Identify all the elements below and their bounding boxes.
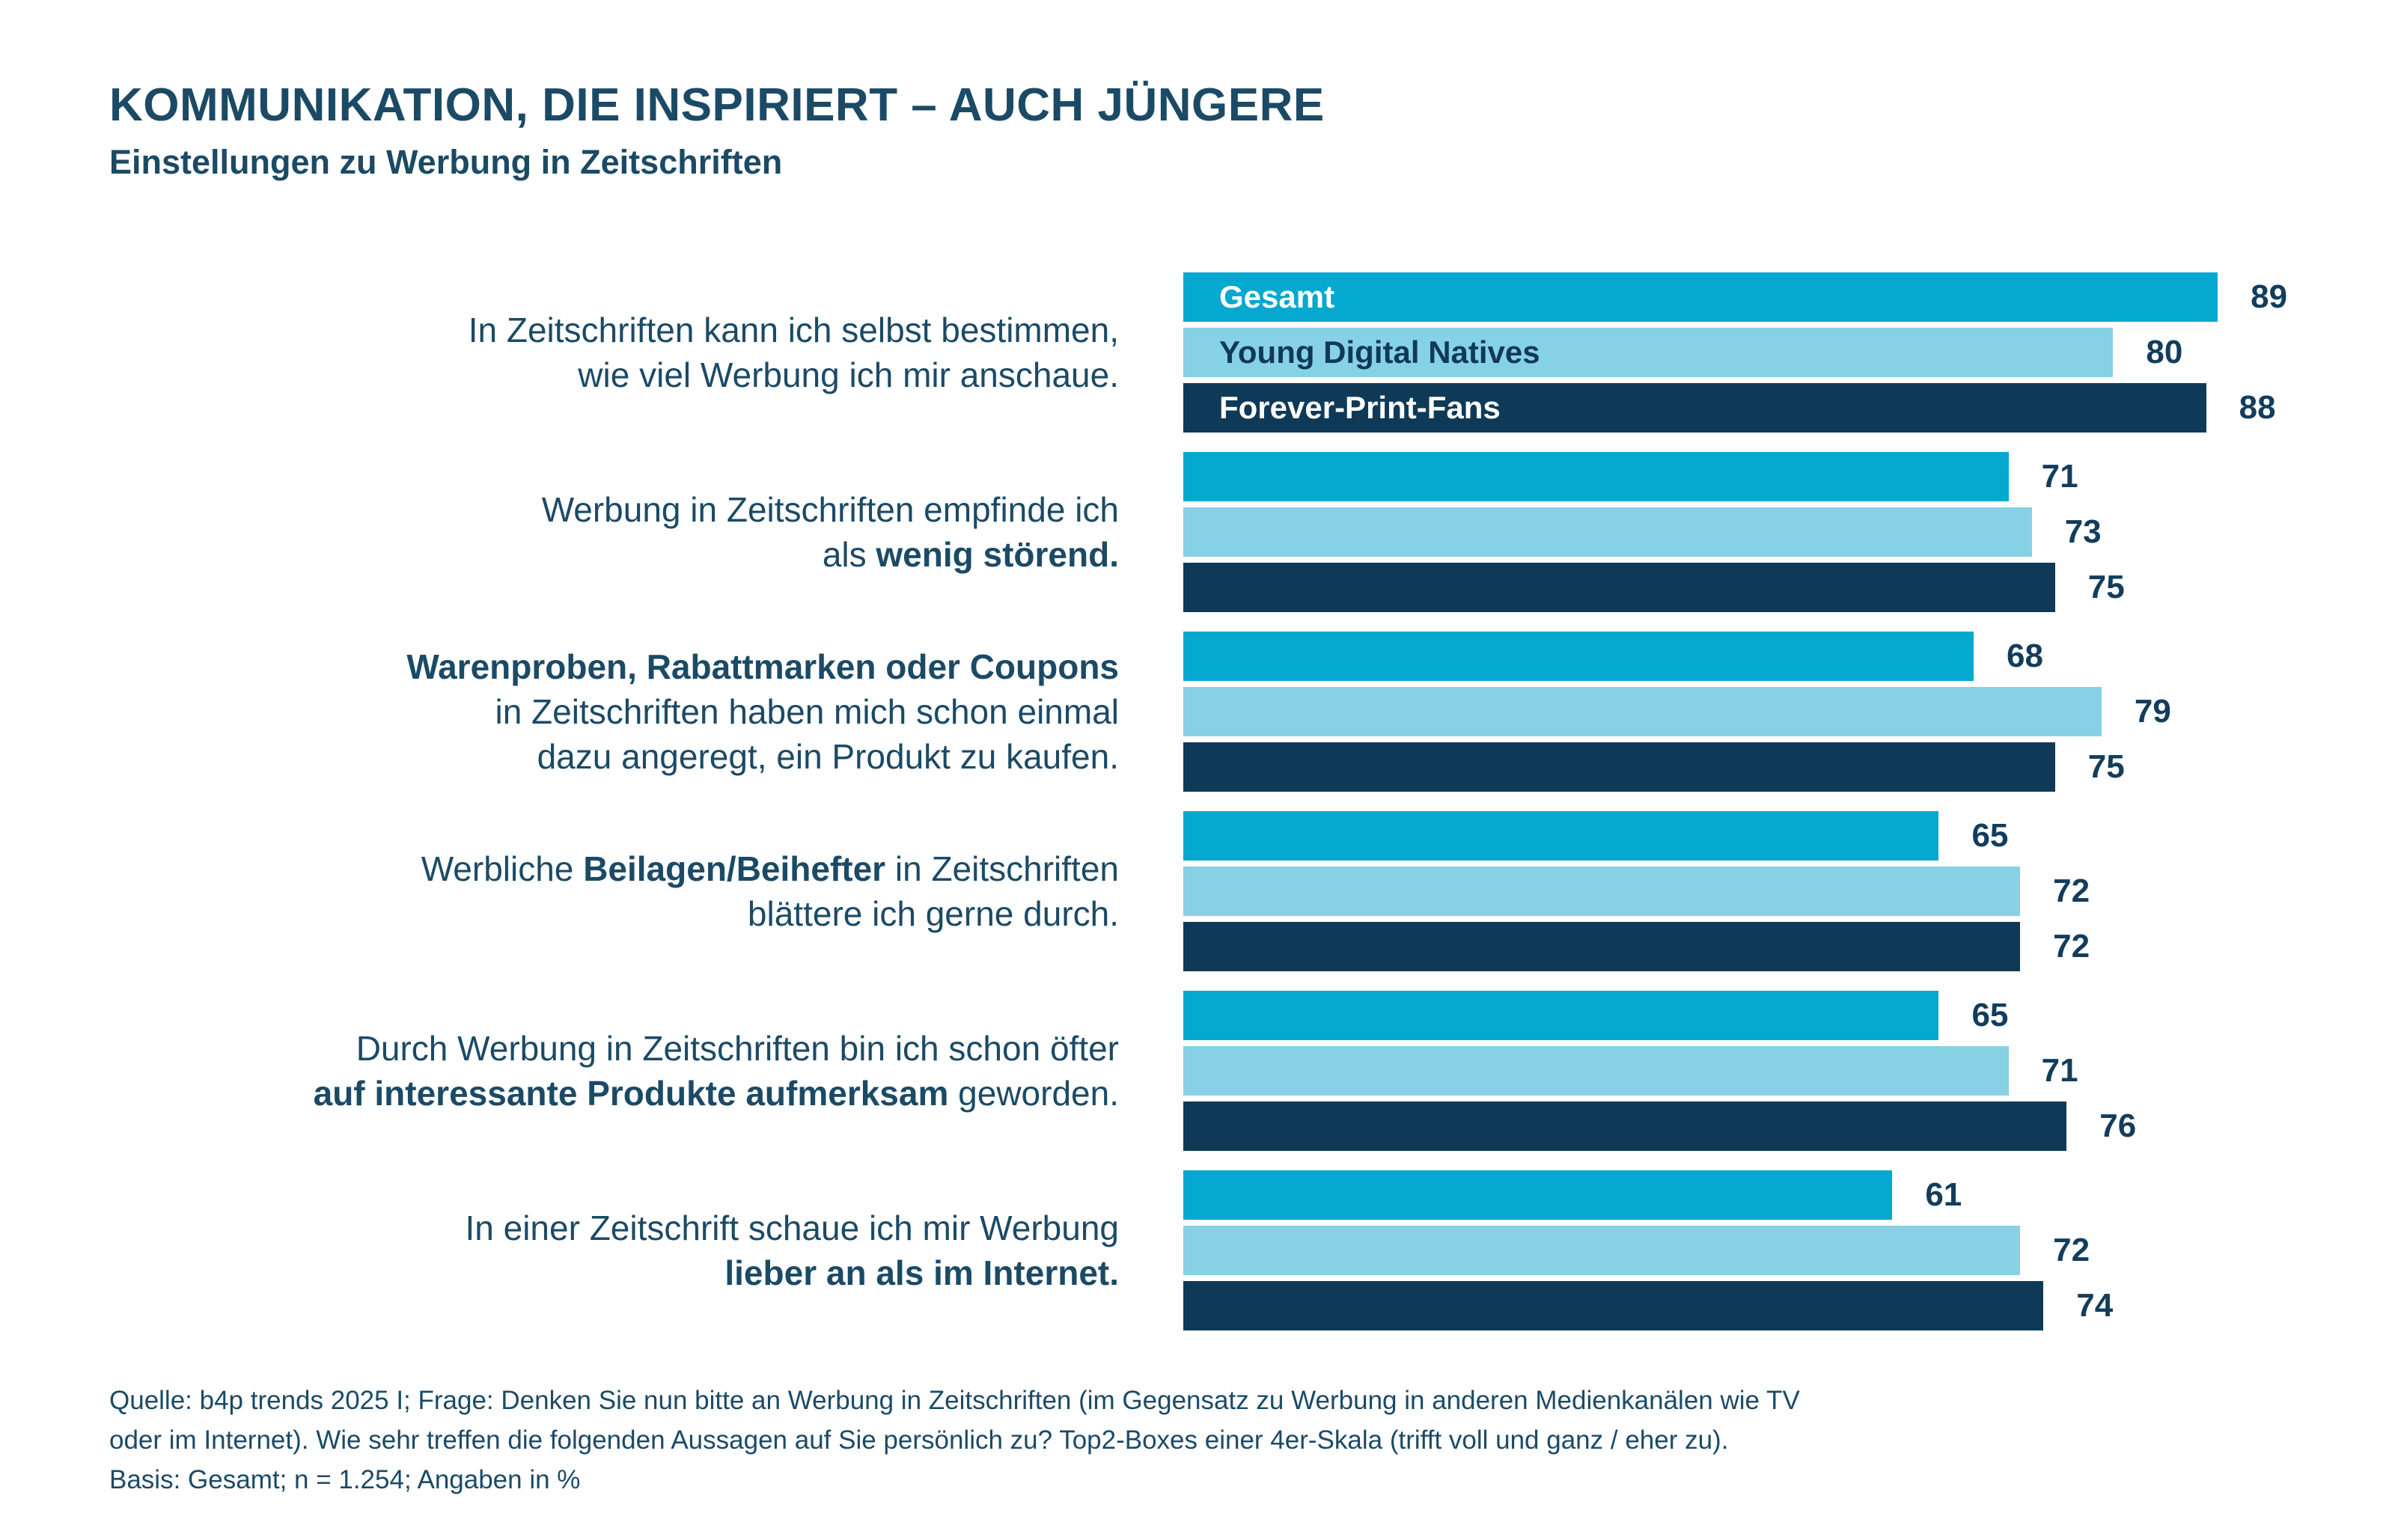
value-label: 71 [2041,458,2078,495]
bar-row [1183,1226,2395,1275]
chart-group [0,1170,2395,1330]
bar-young-digital-natives [1183,867,2020,916]
series-legend-label: Young Digital Natives [1219,334,1540,370]
series-legend-label: Gesamt [1219,279,1335,314]
value-label: 80 [2146,334,2183,370]
value-label: 61 [1925,1176,1962,1213]
value-label: 72 [2053,1232,2090,1268]
bar-forever-print-fans [1183,383,2206,433]
bar-group [1183,452,2395,612]
chart-group [0,452,2395,612]
bar-forever-print-fans [1183,742,2055,792]
bar-forever-print-fans [1183,1101,2066,1151]
header [109,81,1325,182]
bar-row [1183,563,2395,612]
bar-row [1183,1101,2395,1151]
value-label: 88 [2239,389,2276,426]
bar-row [1183,922,2395,971]
bar-row [1183,991,2395,1040]
value-label: 89 [2251,278,2288,315]
statement-line: lieber an als im Internet. [724,1253,1119,1292]
statement-line: auf interessante Produkte aufmerksam geworden. [313,1074,1119,1113]
value-label: 71 [2041,1052,2078,1089]
bar-row [1183,272,2395,322]
statement-line: wie viel Werbung ich mir anschaue. [578,355,1119,394]
statement-line: In Zeitschriften kann ich selbst bestimmen, [468,311,1119,349]
bar-young-digital-natives [1183,687,2102,736]
footer-note [109,1381,2305,1500]
statement-label [0,308,1119,397]
bar-row [1183,742,2395,792]
chart-group [0,811,2395,971]
statement-line: Warenproben, Rabattmarken oder Coupons [406,647,1119,686]
value-label: 72 [2053,873,2090,909]
bar-row [1183,452,2395,501]
bar-forever-print-fans [1183,922,2020,971]
statement-line: in Zeitschriften haben mich schon einmal [495,692,1119,731]
bar-row [1183,507,2395,557]
statement-line: als wenig störend. [822,535,1119,574]
statement-line: blättere ich gerne durch. [747,894,1119,933]
bar-group [1183,272,2395,433]
bar-row [1183,328,2395,377]
bar-row [1183,1046,2395,1096]
bar-gesamt [1183,811,1938,861]
bar-young-digital-natives [1183,328,2113,377]
bar-row [1183,687,2395,736]
bar-group [1183,991,2395,1151]
chart-group [0,272,2395,433]
bar-row [1183,383,2395,433]
statement-label [0,644,1119,779]
bar-group [1183,1170,2395,1330]
statement-line: Durch Werbung in Zeitschriften bin ich schon öfter [356,1029,1119,1068]
value-label: 73 [2064,513,2102,550]
statement-label [0,846,1119,936]
statement-line: Werbung in Zeitschriften empfinde ich [541,490,1119,529]
value-label: 68 [2007,638,2043,674]
series-legend-label: Forever-Print-Fans [1219,390,1501,425]
statement-label [0,1206,1119,1295]
statement-label [0,1026,1119,1116]
value-label: 75 [2087,748,2125,785]
chart-group [0,991,2395,1151]
bar-gesamt [1183,1170,1892,1220]
value-label: 74 [2076,1287,2114,1324]
footer-line-2: oder im Internet). Wie sehr treffen die folgenden Aussagen auf Sie persönlich zu? Top2-Boxes einer 4er-Skala (trifft voll und ganz / eher zu). [109,1426,1729,1455]
bar-young-digital-natives [1183,1226,2020,1275]
bar-forever-print-fans [1183,563,2055,612]
chart-group [0,632,2395,792]
bar-row [1183,867,2395,916]
bar-gesamt [1183,452,2009,501]
bar-gesamt [1183,991,1938,1040]
footer-line-3: Basis: Gesamt; n = 1.254; Angaben in % [109,1465,581,1494]
bar-young-digital-natives [1183,1046,2009,1096]
bar-group [1183,632,2395,792]
value-label: 75 [2087,569,2125,605]
value-label: 65 [1971,817,2009,854]
statement-line: In einer Zeitschrift schaue ich mir Werbung [465,1209,1119,1247]
value-label: 76 [2099,1107,2137,1144]
value-label: 72 [2053,928,2090,965]
bar-forever-print-fans [1183,1281,2043,1330]
bar-group [1183,811,2395,971]
bar-row [1183,811,2395,861]
footer-line-1: Quelle: b4p trends 2025 I; Frage: Denken Sie nun bitte an Werbung in Zeitschriften (im Gegensatz zu Werbung in anderen Medienkanälen wie TV [109,1386,1800,1415]
bar-row [1183,632,2395,681]
value-label: 79 [2134,693,2171,730]
bar-gesamt [1183,272,2218,322]
bar-gesamt [1183,632,1974,681]
bar-young-digital-natives [1183,507,2032,557]
page-title: KOMMUNIKATION, DIE INSPIRIERT – AUCH JÜNGERE [109,79,1325,131]
chart [0,272,2395,1350]
value-label: 65 [1971,997,2009,1033]
bar-row [1183,1170,2395,1220]
statement-line: dazu angeregt, ein Produkt zu kaufen. [537,737,1119,776]
statement-line: Werbliche Beilagen/Beihefter in Zeitschriften [421,849,1119,888]
statement-label [0,487,1119,577]
page-subtitle: Einstellungen zu Werbung in Zeitschriften [109,143,783,182]
bar-row [1183,1281,2395,1330]
